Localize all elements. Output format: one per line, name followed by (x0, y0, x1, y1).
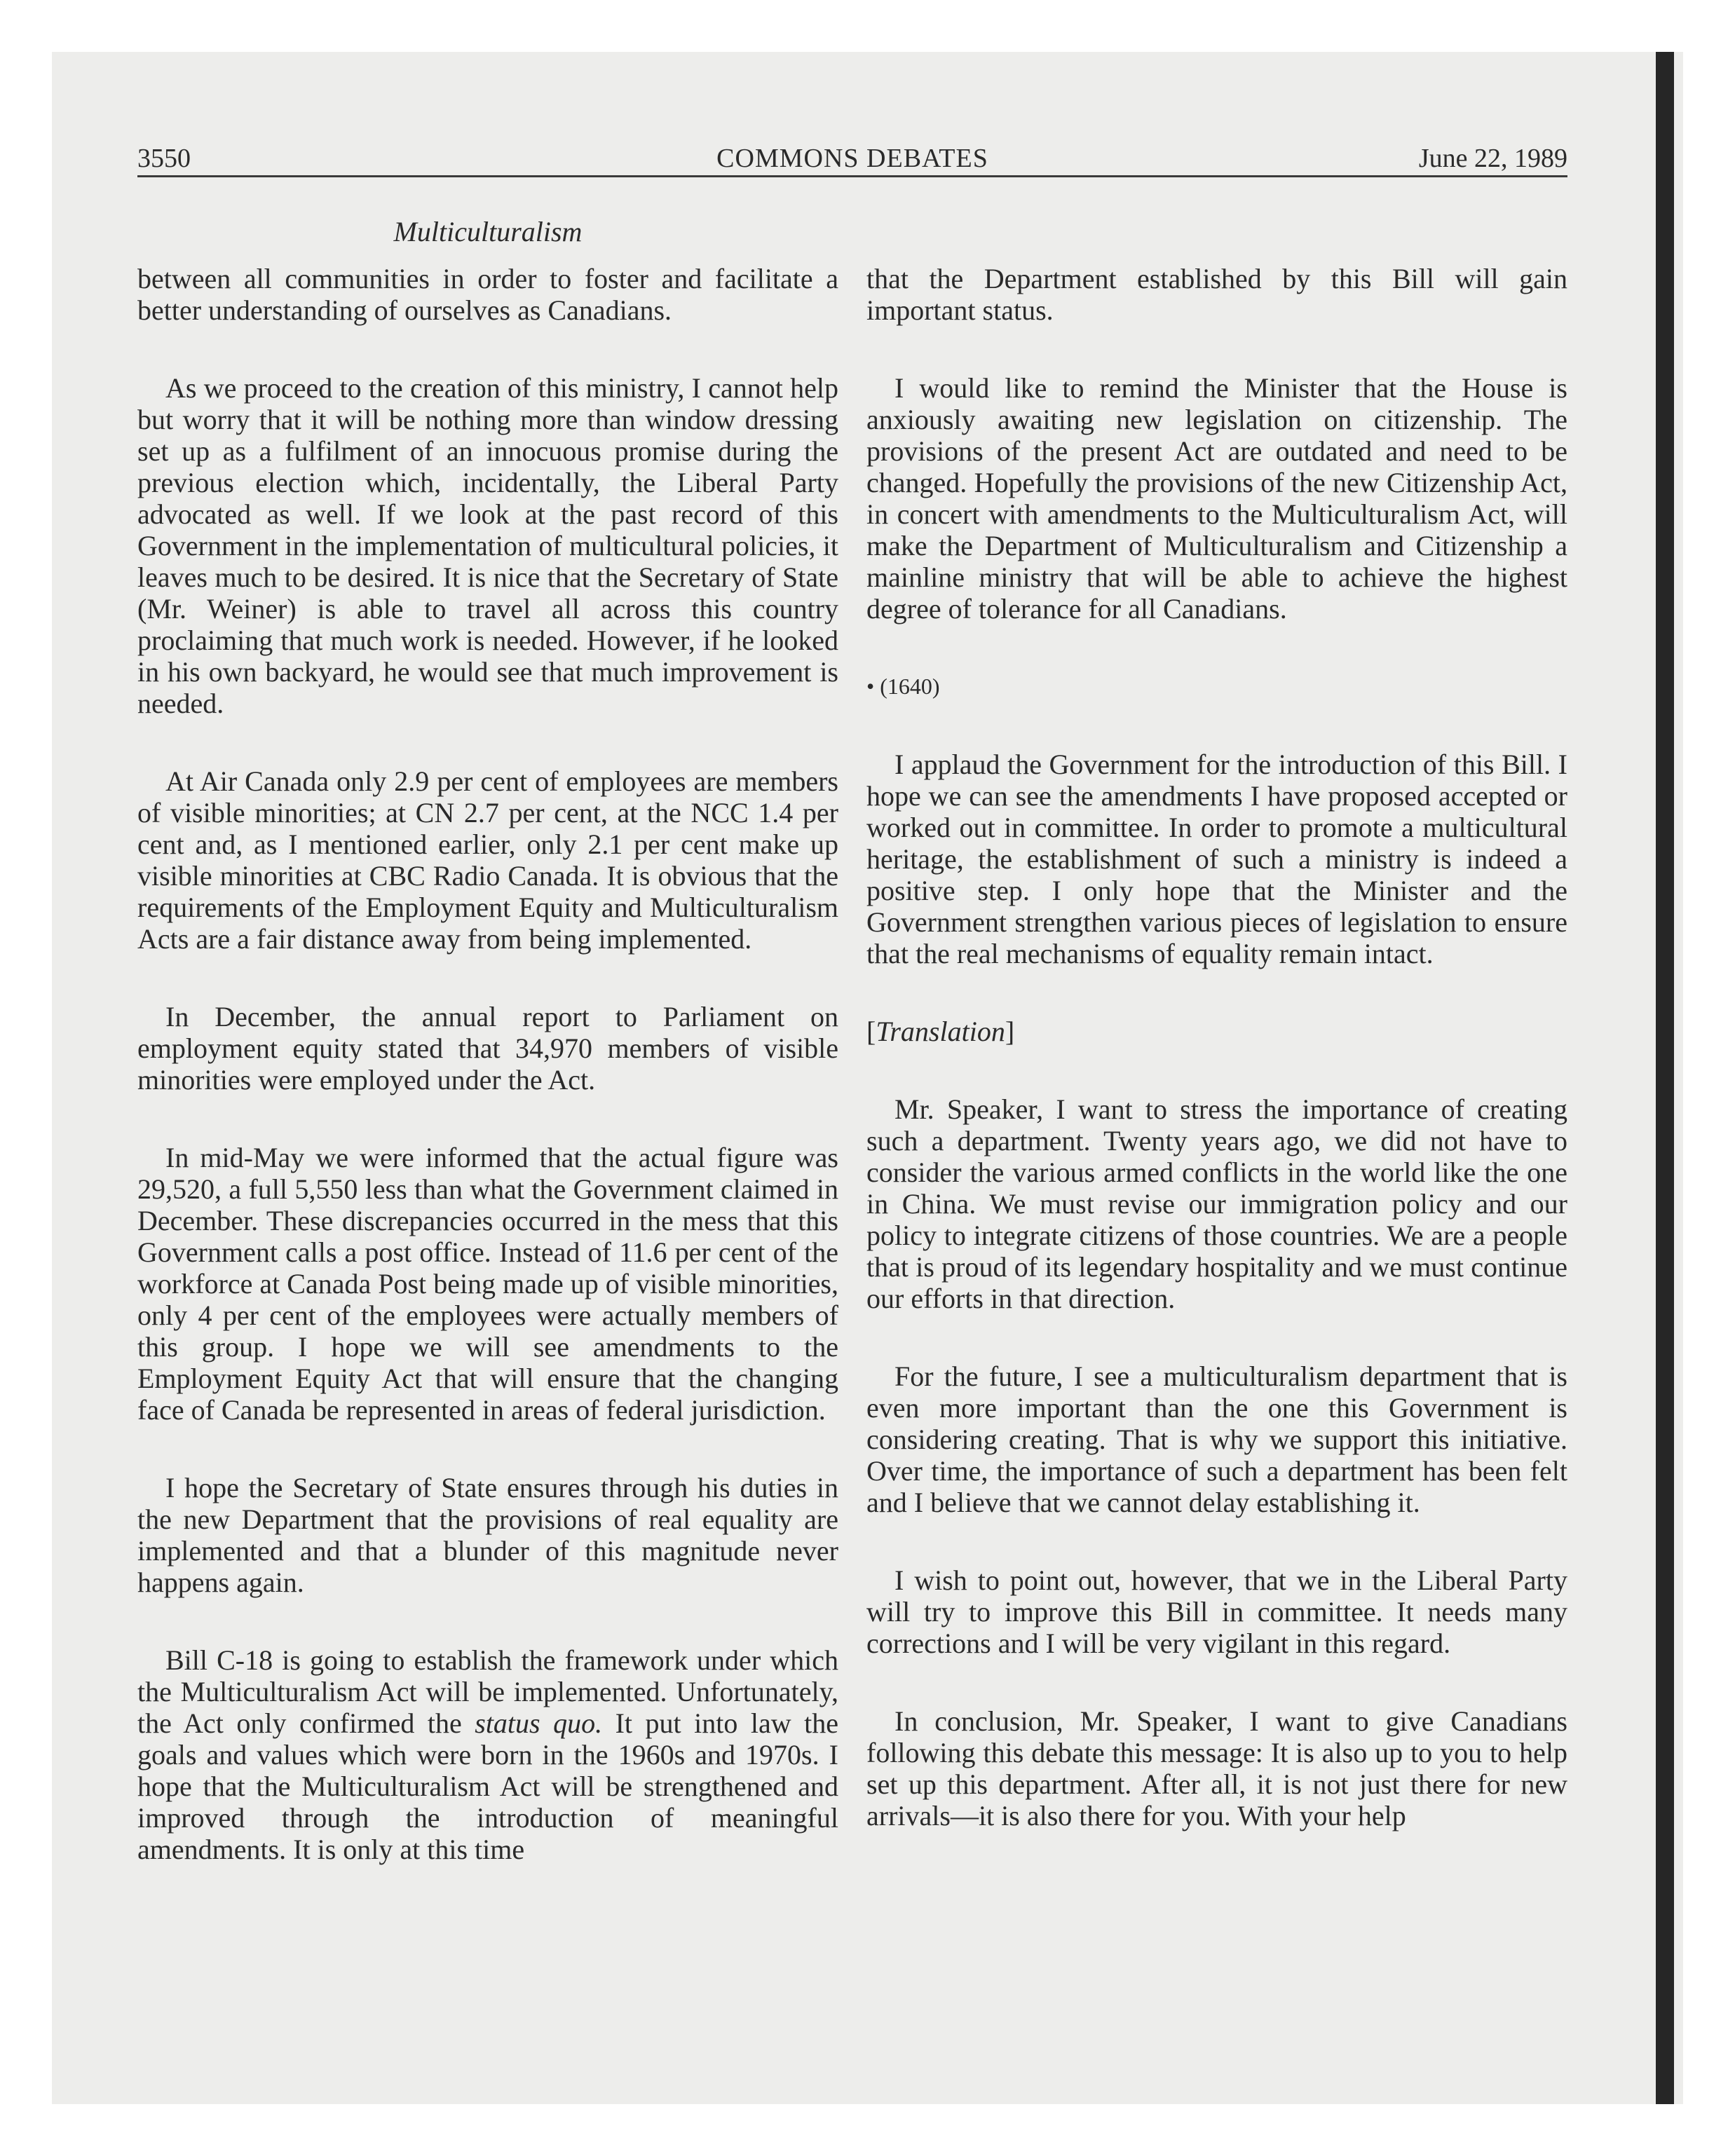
paragraph-text: It put into law the goals and values which were born in the 1960s and 1970s. I hope that the Multiculturalism Act will be strengthened and improved through the introduction of meaningful amendments. It is only at this time (137, 1707, 838, 1865)
paragraph: At Air Canada only 2.9 per cent of employees are members of visible minorities; at CN 2.7 per cent, at the NCC 1.4 per cent and, as I mentioned earlier, only 2.1 per cent make up visible minorities at CBC Radio Canada. It is obvious that the requirements of the Employment Equity and Multiculturalism Acts are a fair distance away from being implemented. (137, 765, 838, 955)
paragraph: I wish to point out, however, that we in the Liberal Party will try to improve this Bill in committee. It needs many corrections and I will be very vigilant in this regard. (866, 1564, 1567, 1659)
binding-edge (1656, 52, 1674, 2104)
bracket: ] (1005, 1016, 1015, 1047)
paragraph: between all communities in order to foster and facilitate a better understanding of ourselves as Canadians. (137, 263, 838, 326)
left-column (137, 263, 838, 1911)
subject-heading: Multiculturalism (393, 216, 583, 247)
page-number: 3550 (137, 144, 191, 173)
bracket: [ (866, 1016, 876, 1047)
paragraph: For the future, I see a multiculturalism department that is even more important than the one this Government is considering creating. That is why we support this initiative. Over time, the importance of such a department has been felt and I believe that we cannot delay establishing it. (866, 1360, 1567, 1518)
paragraph: In mid-May we were informed that the actual figure was 29,520, a full 5,550 less than what the Government claimed in December. These discrepancies occurred in the mess that this Government calls a post office. Instead of 11.6 per cent of the workforce at Canada Post being made up of visible minorities, only 4 per cent of the employees were actually members of this group. I hope we will see amendments to the Employment Equity Act that will ensure that the changing face of Canada be represented in areas of federal jurisdiction. (137, 1142, 838, 1426)
paragraph (137, 1644, 838, 1865)
header-rule (137, 175, 1567, 177)
paragraph-text: Bill C-18 is going to establish the framework under which the Multiculturalism Act will be implemented. Unfortunately, the Act only confirmed the (137, 1644, 838, 1739)
paragraph: In December, the annual report to Parliament on employment equity stated that 34,970 members of visible minorities were employed under the Act. (137, 1001, 838, 1096)
translation-label (866, 1016, 1567, 1047)
paragraph: that the Department established by this Bill will gain important status. (866, 263, 1567, 326)
right-column (866, 263, 1567, 1878)
paragraph: In conclusion, Mr. Speaker, I want to give Canadians following this debate this message: It is also up to you to help set up this department. After all, it is not just there for new arrivals—it is also there for you. With your help (866, 1705, 1567, 1831)
publication-title: COMMONS DEBATES (716, 144, 988, 173)
paragraph: I applaud the Government for the introduction of this Bill. I hope we can see the amendments I have proposed accepted or worked out in committee. In order to promote a multicultural heritage, the establishment of such a ministry is indeed a positive step. I only hope that the Minister and the Government strengthen various pieces of legislation to ensure that the real mechanisms of equality remain intact. (866, 749, 1567, 969)
paragraph: Mr. Speaker, I want to stress the importance of creating such a department. Twenty years ago, we did not have to consider the various armed conflicts in the world like the one in China. We must revise our immigration policy and our policy to integrate citizens of those countries. We are a people that is proud of its legendary hospitality and we must continue our efforts in that direction. (866, 1093, 1567, 1314)
italic-phrase: status quo. (475, 1707, 603, 1739)
time-marker: • (1640) (866, 674, 940, 699)
paragraph: I hope the Secretary of State ensures through his duties in the new Department that the provisions of real equality are implemented and that a blunder of this magnitude never happens again. (137, 1472, 838, 1598)
translation-word: Translation (876, 1016, 1005, 1047)
paragraph: As we proceed to the creation of this ministry, I cannot help but worry that it will be nothing more than window dressing set up as a fulfilment of an innocuous promise during the previous election which, incidentally, the Liberal Party advocated as well. If we look at the past record of this Government in the implementation of multicultural policies, it leaves much to be desired. It is nice that the Secretary of State (Mr. Weiner) is able to travel all across this country proclaiming that much work is needed. However, if he looked in his own backyard, he would see that much improvement is needed. (137, 372, 838, 719)
running-header (137, 137, 1567, 179)
header-date: June 22, 1989 (1418, 144, 1567, 173)
paragraph: I would like to remind the Minister that the House is anxiously awaiting new legislation on citizenship. The provisions of the present Act are outdated and need to be changed. Hopefully the provisions of the new Citizenship Act, in concert with amendments to the Multiculturalism Act, will make the Department of Multiculturalism and Citizenship a mainline ministry that will be able to achieve the highest degree of tolerance for all Canadians. (866, 372, 1567, 625)
